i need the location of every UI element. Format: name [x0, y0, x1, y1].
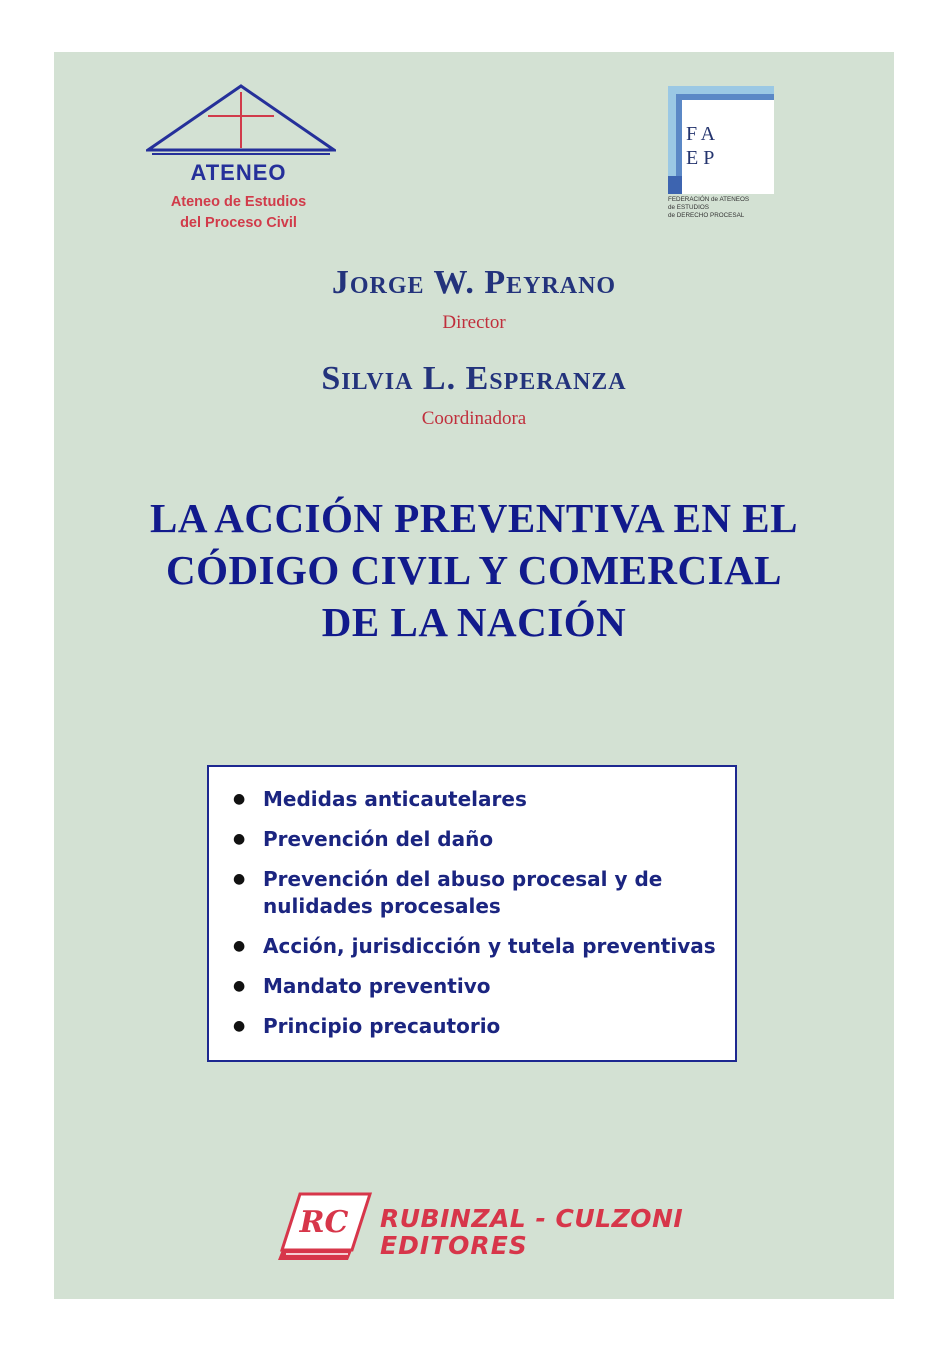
publisher-subname: EDITORES: [380, 1231, 528, 1260]
topic-item: ● Medidas anticautelares: [233, 786, 735, 813]
title-line-2: CÓDIGO CIVIL Y COMERCIAL: [165, 547, 783, 593]
faep-subtitle: [668, 196, 778, 220]
title-line-3: DE LA NACIÓN: [321, 599, 627, 645]
faep-letters: [686, 122, 720, 170]
faep-subtitle-1: FEDERACIÓN de ATENEOS: [668, 196, 750, 203]
faep-subtitle-3: de DERECHO PROCESAL: [668, 212, 745, 219]
topic-item: ● Mandato preventivo: [233, 973, 735, 1000]
faep-frame-icon: [668, 86, 778, 196]
topic-item: ● Acción, jurisdicción y tutela preventivas: [233, 933, 735, 960]
book-title: [54, 492, 894, 648]
topic-item: ● Prevención del abuso procesal y de nulidades procesales: [233, 866, 735, 920]
publisher-mark-text: RC: [299, 1205, 349, 1240]
author-role-1: Director: [442, 312, 506, 333]
publisher-name: RUBINZAL - CULZONI: [380, 1204, 684, 1233]
faep-subtitle-2: de ESTUDIOS: [668, 204, 709, 211]
publisher-logo: [278, 1188, 698, 1268]
topics-list: [209, 767, 735, 1040]
ateneo-name-line2: del Proceso Civil: [180, 215, 297, 231]
book-cover: [54, 52, 894, 1299]
topic-item: ● Principio precautorio: [233, 1013, 735, 1040]
faep-logo: [668, 86, 778, 231]
publisher-book-icon: [278, 1188, 374, 1264]
author-role-2: Coordinadora: [421, 408, 527, 429]
ateneo-name-line1: Ateneo de Estudios: [170, 194, 307, 210]
title-line-1: LA ACCIÓN PREVENTIVA EN EL: [150, 495, 798, 541]
author-name-2: Silvia L. Esperanza: [321, 360, 627, 397]
ateneo-wordmark: ATENEO: [190, 160, 287, 185]
author-name-1: Jorge W. Peyrano: [331, 264, 617, 301]
topic-item: ● Prevención del daño: [233, 826, 735, 853]
faep-letters-bottom: EP: [686, 147, 720, 169]
faep-letters-top: FA: [686, 123, 721, 145]
ateneo-logo: [146, 84, 346, 231]
topics-box: [207, 765, 737, 1062]
